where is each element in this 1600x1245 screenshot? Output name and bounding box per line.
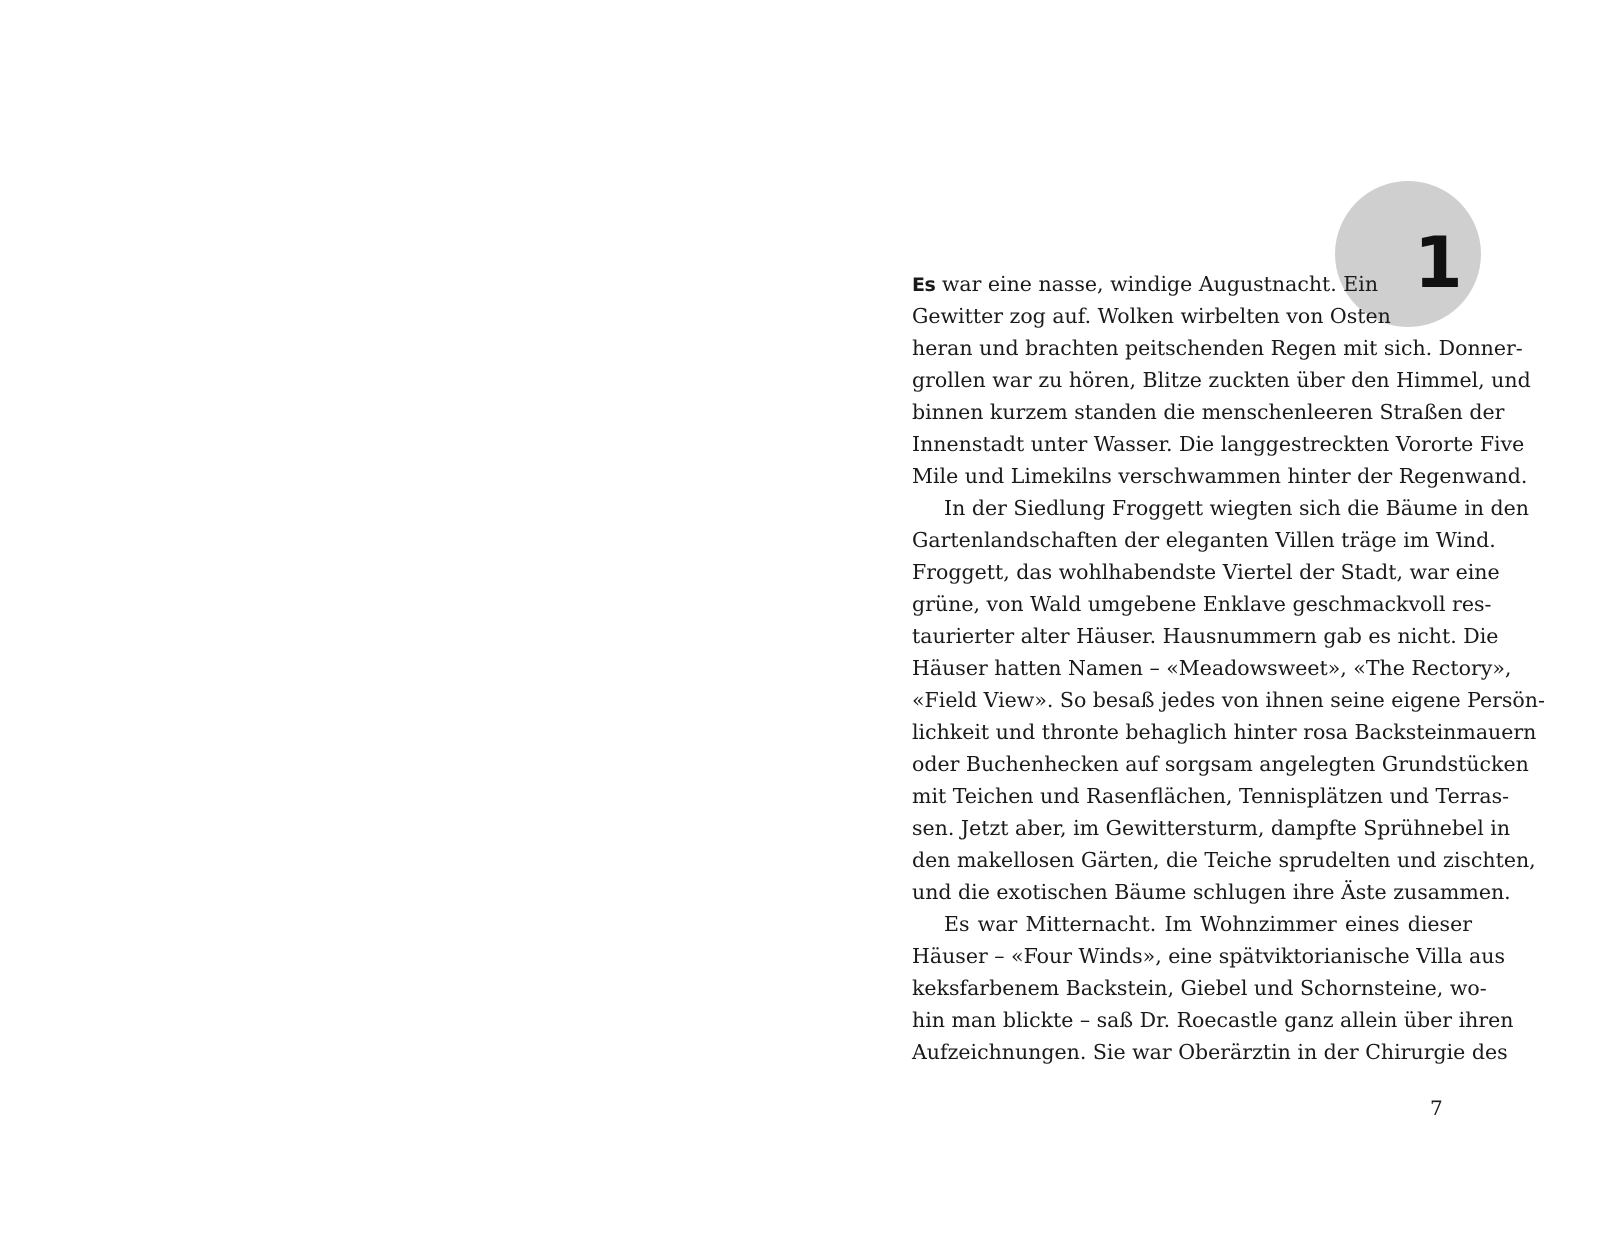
text-line: mit Teichen und Rasenflächen, Tennisplätzen und Terras-: [912, 784, 1510, 808]
text-line: Häuser – «Four Winds», eine spätviktorianische Villa aus: [912, 944, 1505, 968]
text-line: Gewitter zog auf. Wolken wirbelten von Osten: [912, 304, 1391, 328]
text-line: und die exotischen Bäume schlugen ihre Äste zusammen.: [912, 880, 1511, 904]
text-line: «Field View». So besaß jedes von ihnen seine eigene Persön-: [912, 688, 1545, 712]
text-line: Froggett, das wohlhabendste Viertel der Stadt, war eine: [912, 560, 1500, 584]
text-line: Es war Mitternacht. Im Wohnzimmer eines dieser: [944, 912, 1472, 936]
text-line: lichkeit und thronte behaglich hinter rosa Backsteinmauern: [912, 720, 1537, 744]
text-line: grollen war zu hören, Blitze zuckten über den Himmel, und: [912, 368, 1531, 392]
text-line: sen. Jetzt aber, im Gewittersturm, dampfte Sprühnebel in: [912, 816, 1511, 840]
text-line: Häuser hatten Namen – «Meadowsweet», «The Rectory»,: [912, 656, 1512, 680]
text-line: [912, 268, 1379, 300]
text-line: heran und brachten peitschenden Regen mit sich. Donner-: [912, 336, 1523, 360]
text-line: grüne, von Wald umgebene Enklave geschmackvoll res-: [912, 592, 1492, 616]
text-line: binnen kurzem standen die menschenleeren Straßen der: [912, 400, 1505, 424]
text-line: Innenstadt unter Wasser. Die langgestreckten Vororte Five: [912, 432, 1525, 456]
first-word: Es: [912, 274, 936, 296]
text-line: hin man blickte – saß Dr. Roecastle ganz allein über ihren: [912, 1008, 1514, 1032]
text-line-rest: war eine nasse, windige Augustnacht. Ein: [935, 272, 1379, 296]
page-number: 7: [1430, 1096, 1443, 1120]
text-line: keksfarbenem Backstein, Giebel und Schornsteine, wo-: [912, 976, 1487, 1000]
text-line: oder Buchenhecken auf sorgsam angelegten Grundstücken: [912, 752, 1529, 776]
text-line: den makellosen Gärten, die Teiche sprudelten und zischten,: [912, 848, 1536, 872]
text-line: Aufzeichnungen. Sie war Oberärztin in der Chirurgie des: [912, 1040, 1508, 1064]
text-line: Mile und Limekilns verschwammen hinter der Regenwand.: [912, 464, 1528, 488]
text-line: Gartenlandschaften der eleganten Villen träge im Wind.: [912, 528, 1496, 552]
chapter-number: 1: [1414, 222, 1461, 304]
text-line: In der Siedlung Froggett wiegten sich die Bäume in den: [944, 496, 1529, 520]
text-line: taurierter alter Häuser. Hausnummern gab es nicht. Die: [912, 624, 1499, 648]
